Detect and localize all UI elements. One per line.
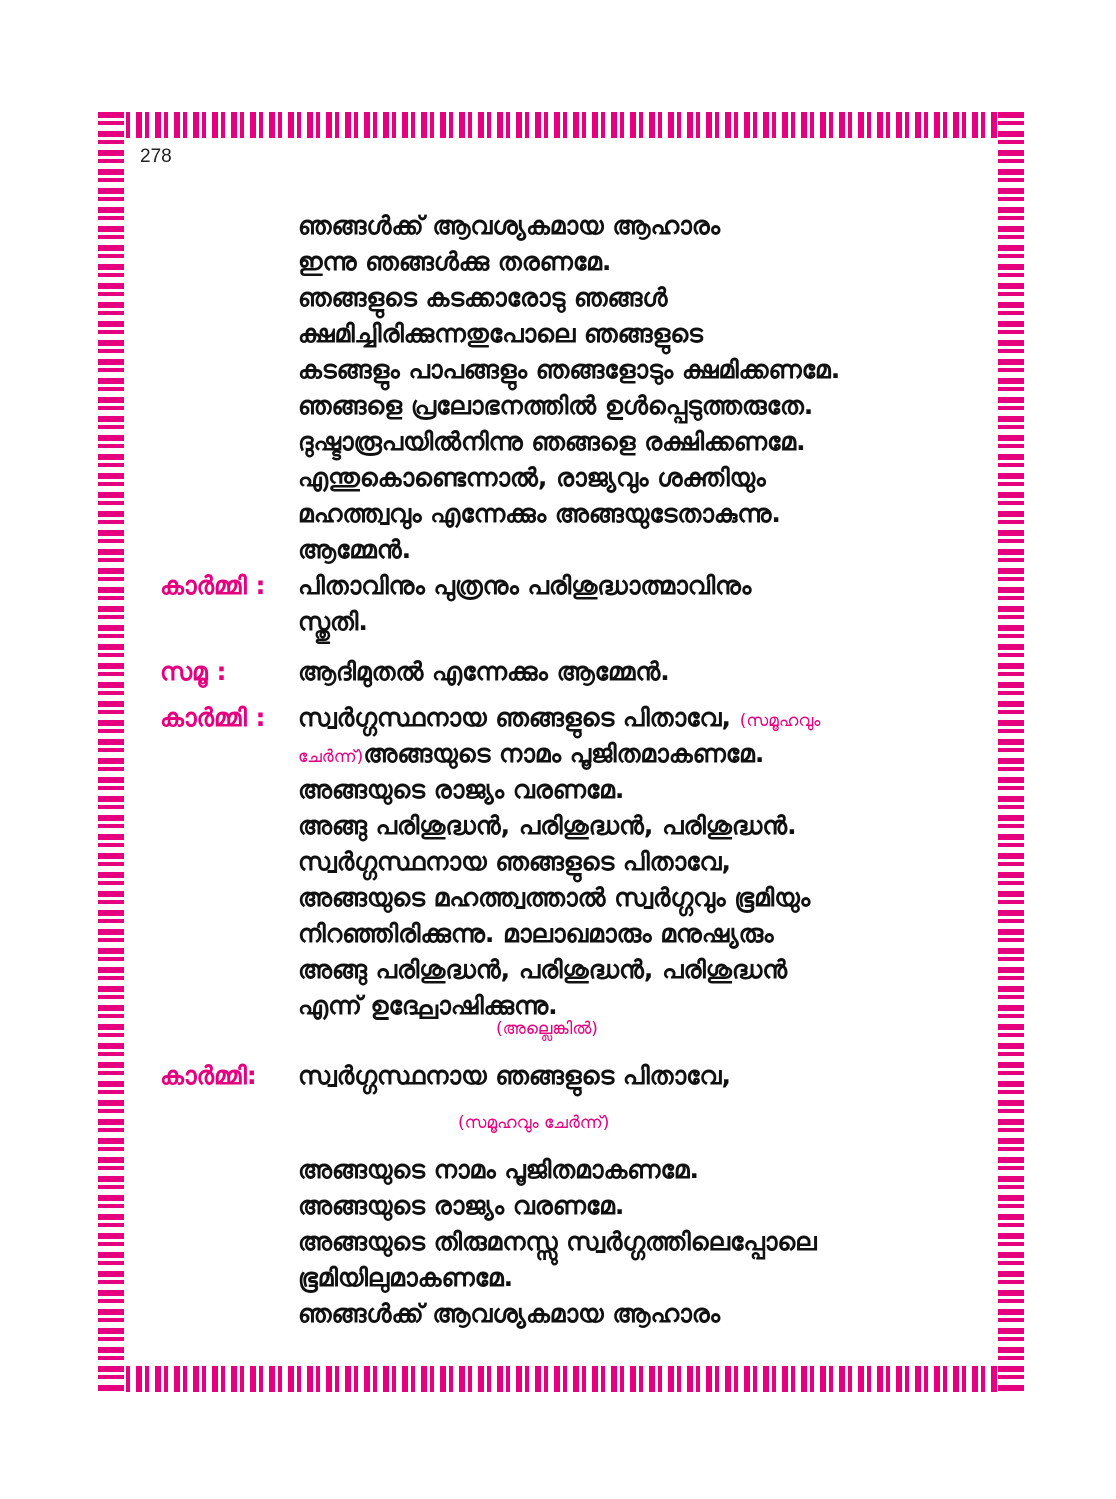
text-line: അങ്ങയുടെ രാജ്യം വരണമേ. (298, 1191, 625, 1220)
speaker-label: കാർമ്മി : (160, 571, 266, 600)
text-segment: അങ്ങയുടെ നാമം പൂജിതമാകണമേ. (363, 739, 765, 768)
text-line: ഞങ്ങളുടെ കടക്കാരോടു ഞങ്ങൾ (298, 283, 668, 312)
speaker-label: കാർമ്മി : (160, 703, 266, 732)
text-line: അങ്ങയുടെ മഹത്ത്വത്താൽ സ്വർഗ്ഗവും ഭൂമിയും (298, 883, 811, 912)
border-top (98, 112, 1024, 138)
text-line: ദുഷ്ടാരൂപയിൽനിന്നു ഞങ്ങളെ രക്ഷിക്കണമേ. (298, 427, 806, 456)
text-line: പിതാവിനും പുത്രനും പരിശുദ്ധാത്മാവിനും (298, 571, 752, 600)
border-left (98, 112, 124, 1392)
text-line: അങ്ങു പരിശുദ്ധൻ, പരിശുദ്ധൻ, പരിശുദ്ധൻ. (298, 811, 797, 840)
inline-note: (സമൂഹവും (739, 711, 821, 731)
text-line: സ്വർഗ്ഗസ്ഥനായ ഞങ്ങളുടെ പിതാവേ, (298, 1061, 732, 1090)
text-line: സ്വർഗ്ഗസ്ഥനായ ഞങ്ങളുടെ പിതാവേ, (298, 847, 732, 876)
text-line: അങ്ങയുടെ രാജ്യം വരണമേ. (298, 775, 625, 804)
text-line: ഇന്നു ഞങ്ങൾക്കു തരണമേ. (298, 247, 612, 276)
border-bottom (98, 1366, 1024, 1392)
text-line: ക്ഷമിച്ചിരിക്കുന്നതുപോലെ ഞങ്ങളുടെ (298, 319, 703, 348)
page-number: 278 (140, 146, 172, 167)
text-line: നിറഞ്ഞിരിക്കുന്നു. മാലാഖമാരും മനുഷ്യരും (298, 919, 774, 948)
text-line: അങ്ങയുടെ തിരുമനസ്സു സ്വർഗ്ഗത്തിലെപ്പോലെ (298, 1227, 817, 1256)
or-note: (അല്ലെങ്കിൽ) (496, 1019, 598, 1039)
text-line: എന്തുകൊണ്ടെന്നാൽ, രാജ്യവും ശക്തിയും (298, 463, 766, 492)
text-line: കടങ്ങളും പാപങ്ങളും ഞങ്ങളോടും ക്ഷമിക്കണമേ. (298, 355, 841, 384)
text-line: ആമ്മേൻ. (298, 535, 412, 564)
text-line: അങ്ങു പരിശുദ്ധൻ, പരിശുദ്ധൻ, പരിശുദ്ധൻ (298, 955, 788, 984)
speaker-label: സമൂ : (160, 657, 227, 686)
text-line (298, 737, 764, 774)
text-line: സ്തുതി. (298, 607, 368, 636)
text-line: ഞങ്ങളെ പ്രലോഭനത്തിൽ ഉൾപ്പെടുത്തരുതേ. (298, 391, 814, 420)
text-line (298, 701, 820, 738)
together-note: (സമൂഹവും ചേർന്ന്) (458, 1113, 610, 1133)
text-line: അങ്ങയുടെ നാമം പൂജിതമാകണമേ. (298, 1155, 700, 1184)
text-line: എന്ന് ഉദ്ഘോഷിക്കുന്നു. (298, 991, 558, 1020)
text-segment: സ്വർഗ്ഗസ്ഥനായ ഞങ്ങളുടെ പിതാവേ, (298, 703, 732, 732)
text-line: ആദിമുതൽ എന്നേക്കും ആമ്മേൻ. (298, 657, 670, 686)
text-line: ഞങ്ങൾക്ക് ആവശ്യകമായ ആഹാരം (298, 1299, 721, 1328)
text-line: മഹത്ത്വവും എന്നേക്കും അങ്ങയുടേതാകുന്നു. (298, 499, 781, 528)
border-right (998, 112, 1024, 1392)
speaker-label: കാർമ്മി: (160, 1061, 257, 1090)
text-line: ഞങ്ങൾക്ക് ആവശ്യകമായ ആഹാരം (298, 211, 721, 240)
text-line: ഭൂമിയിലുമാകണമേ. (298, 1263, 514, 1292)
inline-note: ചേർന്ന്) (298, 747, 364, 767)
